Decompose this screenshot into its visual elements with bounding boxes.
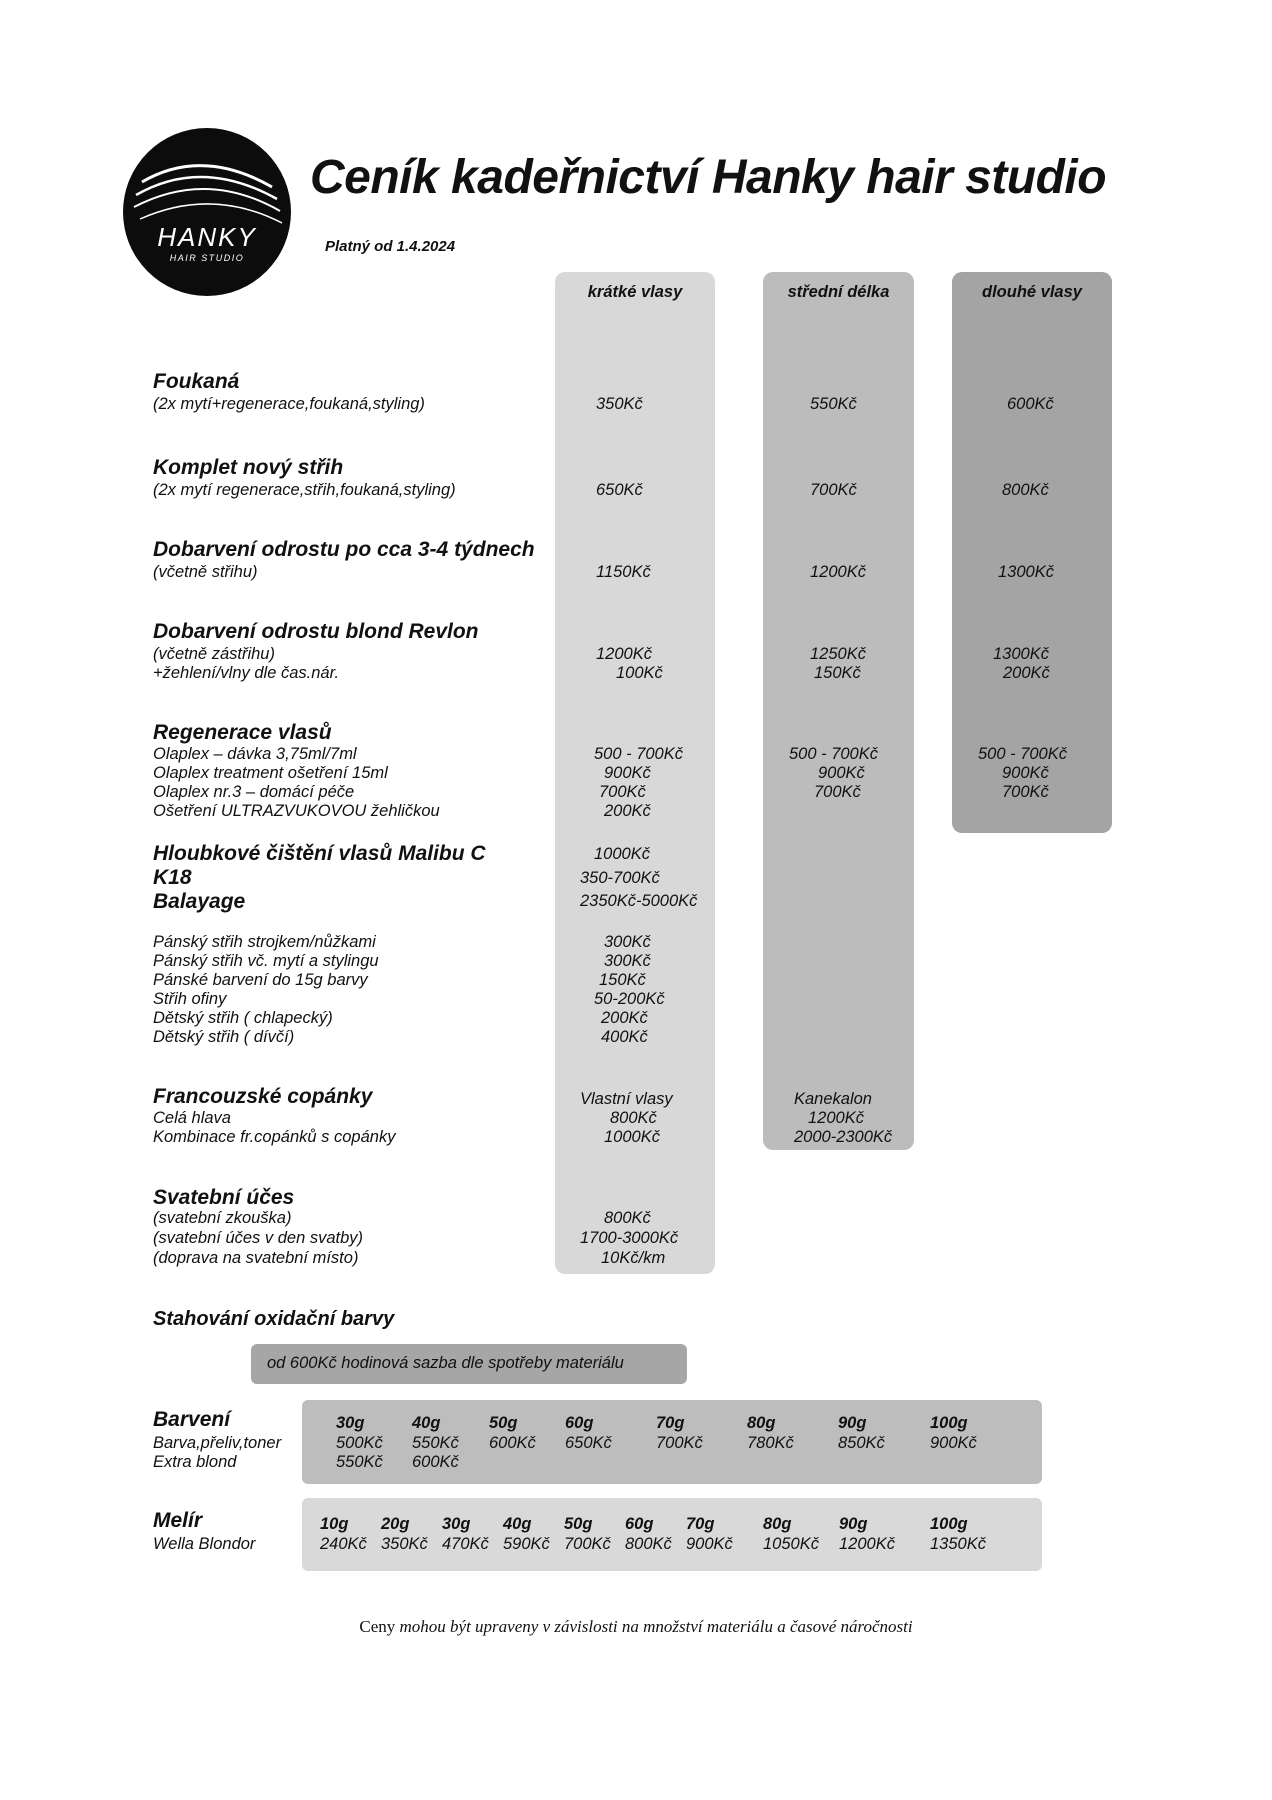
gram-header: 60g [625,1515,654,1533]
row-label: Dětský střih ( chlapecký) [153,1009,333,1027]
column-header-long: dlouhé vlasy [982,283,1082,301]
price-cell: 350Kč [381,1535,428,1553]
price-cell: 800Kč [1002,481,1049,499]
price-cell: 500 - 700Kč [789,745,878,763]
service-desc: (včetně střihu) [153,563,258,581]
price-cell: 650Kč [596,481,643,499]
price-cell: 850Kč [838,1434,885,1452]
price-cell: 1000Kč [604,1128,660,1146]
row-label: Kombinace fr.copánků s copánky [153,1128,396,1146]
gram-header: 40g [503,1515,532,1533]
page-title: Ceník kadeřnictví Hanky hair studio [310,151,1107,204]
price-cell: 200Kč [1003,664,1050,682]
section-title-barveni: Barvení [153,1408,231,1431]
section-title-dobarveni: Dobarvení odrostu po cca 3-4 týdnech [153,538,535,561]
service-desc: (2x mytí regenerace,střih,foukaná,styling) [153,481,456,499]
price-cell: 50-200Kč [594,990,665,1008]
footer-text: mohou být upraveny v závislosti na množství materiálu a časové náročnosti [399,1617,913,1636]
price-cell: 900Kč [930,1434,977,1452]
price-cell: 150Kč [599,971,646,989]
section-title-svatebni: Svatební účes [153,1186,295,1209]
price-cell: 470Kč [442,1535,489,1553]
hanky-hair-studio-logo-icon [122,127,292,297]
gram-header: 50g [489,1414,518,1432]
row-label: Pánský střih vč. mytí a stylingu [153,952,379,970]
price-cell: 900Kč [818,764,865,782]
gram-header: 10g [320,1515,349,1533]
row-label: Olaplex nr.3 – domácí péče [153,783,355,801]
price-cell: 300Kč [604,952,651,970]
price-cell: 900Kč [604,764,651,782]
price-cell: 800Kč [604,1209,651,1227]
gram-header: 80g [763,1515,792,1533]
price-cell: 700Kč [599,783,646,801]
price-cell: 1050Kč [763,1535,819,1553]
gram-header: 30g [336,1414,365,1432]
price-cell: 2350Kč-5000Kč [580,892,698,910]
price-cell: 500 - 700Kč [594,745,683,763]
row-label: +žehlení/vlny dle čas.nár. [153,664,340,682]
gram-header: 90g [838,1414,867,1432]
section-title-blond: Dobarvení odrostu blond Revlon [153,620,479,643]
logo [122,127,292,297]
price-cell: 1300Kč [993,645,1049,663]
column-subheader: Kanekalon [794,1090,872,1108]
price-cell: 700Kč [810,481,857,499]
gram-header: 50g [564,1515,593,1533]
price-cell: 1200Kč [810,563,866,581]
price-cell: 350Kč [596,395,643,413]
gram-header: 70g [686,1515,715,1533]
row-label: (svatební zkouška) [153,1209,292,1227]
price-cell: 500Kč [336,1434,383,1452]
gram-header: 100g [930,1414,968,1432]
price-cell: 550Kč [336,1453,383,1471]
footer-note [0,1617,1272,1637]
price-cell: 600Kč [412,1453,459,1471]
price-cell: 590Kč [503,1535,550,1553]
gram-header: 90g [839,1515,868,1533]
section-title-strih: Komplet nový střih [153,456,344,479]
section-title-foukana: Foukaná [153,370,240,393]
gram-header: 70g [656,1414,685,1432]
section-title-regenerace: Regenerace vlasů [153,721,332,744]
price-cell: 350-700Kč [580,869,660,887]
price-cell: 1200Kč [596,645,652,663]
row-label: Celá hlava [153,1109,231,1127]
row-label: Wella Blondor [153,1535,256,1553]
price-cell: 100Kč [616,664,663,682]
section-title-hloubkove: Hloubkové čištění vlasů Malibu C [153,842,486,865]
svg-text:HAIR STUDIO: HAIR STUDIO [169,253,245,263]
gram-header: 60g [565,1414,594,1432]
price-cell: 1200Kč [839,1535,895,1553]
gram-header: 40g [412,1414,441,1432]
price-cell: 700Kč [564,1535,611,1553]
price-cell: 1200Kč [808,1109,864,1127]
price-cell: 800Kč [610,1109,657,1127]
row-label: Olaplex treatment ošetření 15ml [153,764,388,782]
row-label: Pánský střih strojkem/nůžkami [153,933,376,951]
row-label: (doprava na svatební místo) [153,1249,359,1267]
column-subheader: Vlastní vlasy [580,1090,673,1108]
price-cell: 600Kč [1007,395,1054,413]
price-cell: 1700-3000Kč [580,1229,679,1247]
price-cell: 200Kč [604,802,651,820]
gram-header: 30g [442,1515,471,1533]
row-label: Střih ofiny [153,990,227,1008]
gram-header: 100g [930,1515,968,1533]
valid-from: Platný od 1.4.2024 [325,238,456,255]
price-cell: 550Kč [810,395,857,413]
section-title-k18: K18 [153,866,192,889]
price-cell: 1000Kč [594,845,650,863]
price-cell: 300Kč [604,933,651,951]
price-cell: 600Kč [489,1434,536,1452]
price-cell: 550Kč [412,1434,459,1452]
price-cell: 150Kč [814,664,861,682]
row-label: Olaplex – dávka 3,75ml/7ml [153,745,357,763]
price-cell: 1350Kč [930,1535,986,1553]
price-cell: 10Kč/km [601,1249,666,1267]
svg-text:HANKY: HANKY [157,222,257,252]
price-cell: 500 - 700Kč [978,745,1067,763]
section-title-melir: Melír [153,1509,203,1532]
price-cell: 1250Kč [810,645,866,663]
price-cell: 900Kč [686,1535,733,1553]
price-cell: 2000-2300Kč [794,1128,893,1146]
price-cell: 700Kč [656,1434,703,1452]
price-cell: 650Kč [565,1434,612,1452]
column-header-short: krátké vlasy [587,283,683,301]
row-label: Pánské barvení do 15g barvy [153,971,368,989]
row-label: Dětský střih ( dívčí) [153,1028,295,1046]
stahovani-note-box [251,1344,687,1384]
row-label: (včetně zástřihu) [153,645,275,663]
price-cell: 800Kč [625,1535,672,1553]
price-cell: 700Kč [1002,783,1049,801]
column-header-medium: střední délka [787,283,890,301]
price-cell: 1300Kč [998,563,1054,581]
row-label: (svatební účes v den svatby) [153,1229,364,1247]
price-cell: 700Kč [814,783,861,801]
price-cell: 900Kč [1002,764,1049,782]
price-cell: 400Kč [601,1028,648,1046]
gram-header: 20g [381,1515,410,1533]
gram-header: 80g [747,1414,776,1432]
section-title-stahovani: Stahování oxidační barvy [153,1308,395,1330]
row-label: Ošetření ULTRAZVUKOVOU žehličkou [153,802,440,820]
price-cell: 240Kč [320,1535,367,1553]
price-cell: 1150Kč [596,563,651,581]
row-label: Extra blond [153,1453,237,1471]
section-title-balayage: Balayage [153,890,246,913]
stahovani-note: od 600Kč hodinová sazba dle spotřeby materiálu [267,1354,624,1372]
price-cell: 780Kč [747,1434,794,1452]
footer-word: Ceny [359,1617,396,1636]
section-title-copanky: Francouzské copánky [153,1085,373,1108]
row-label: Barva,přeliv,toner [153,1434,282,1452]
service-desc: (2x mytí+regenerace,foukaná,styling) [153,395,425,413]
price-cell: 200Kč [601,1009,648,1027]
